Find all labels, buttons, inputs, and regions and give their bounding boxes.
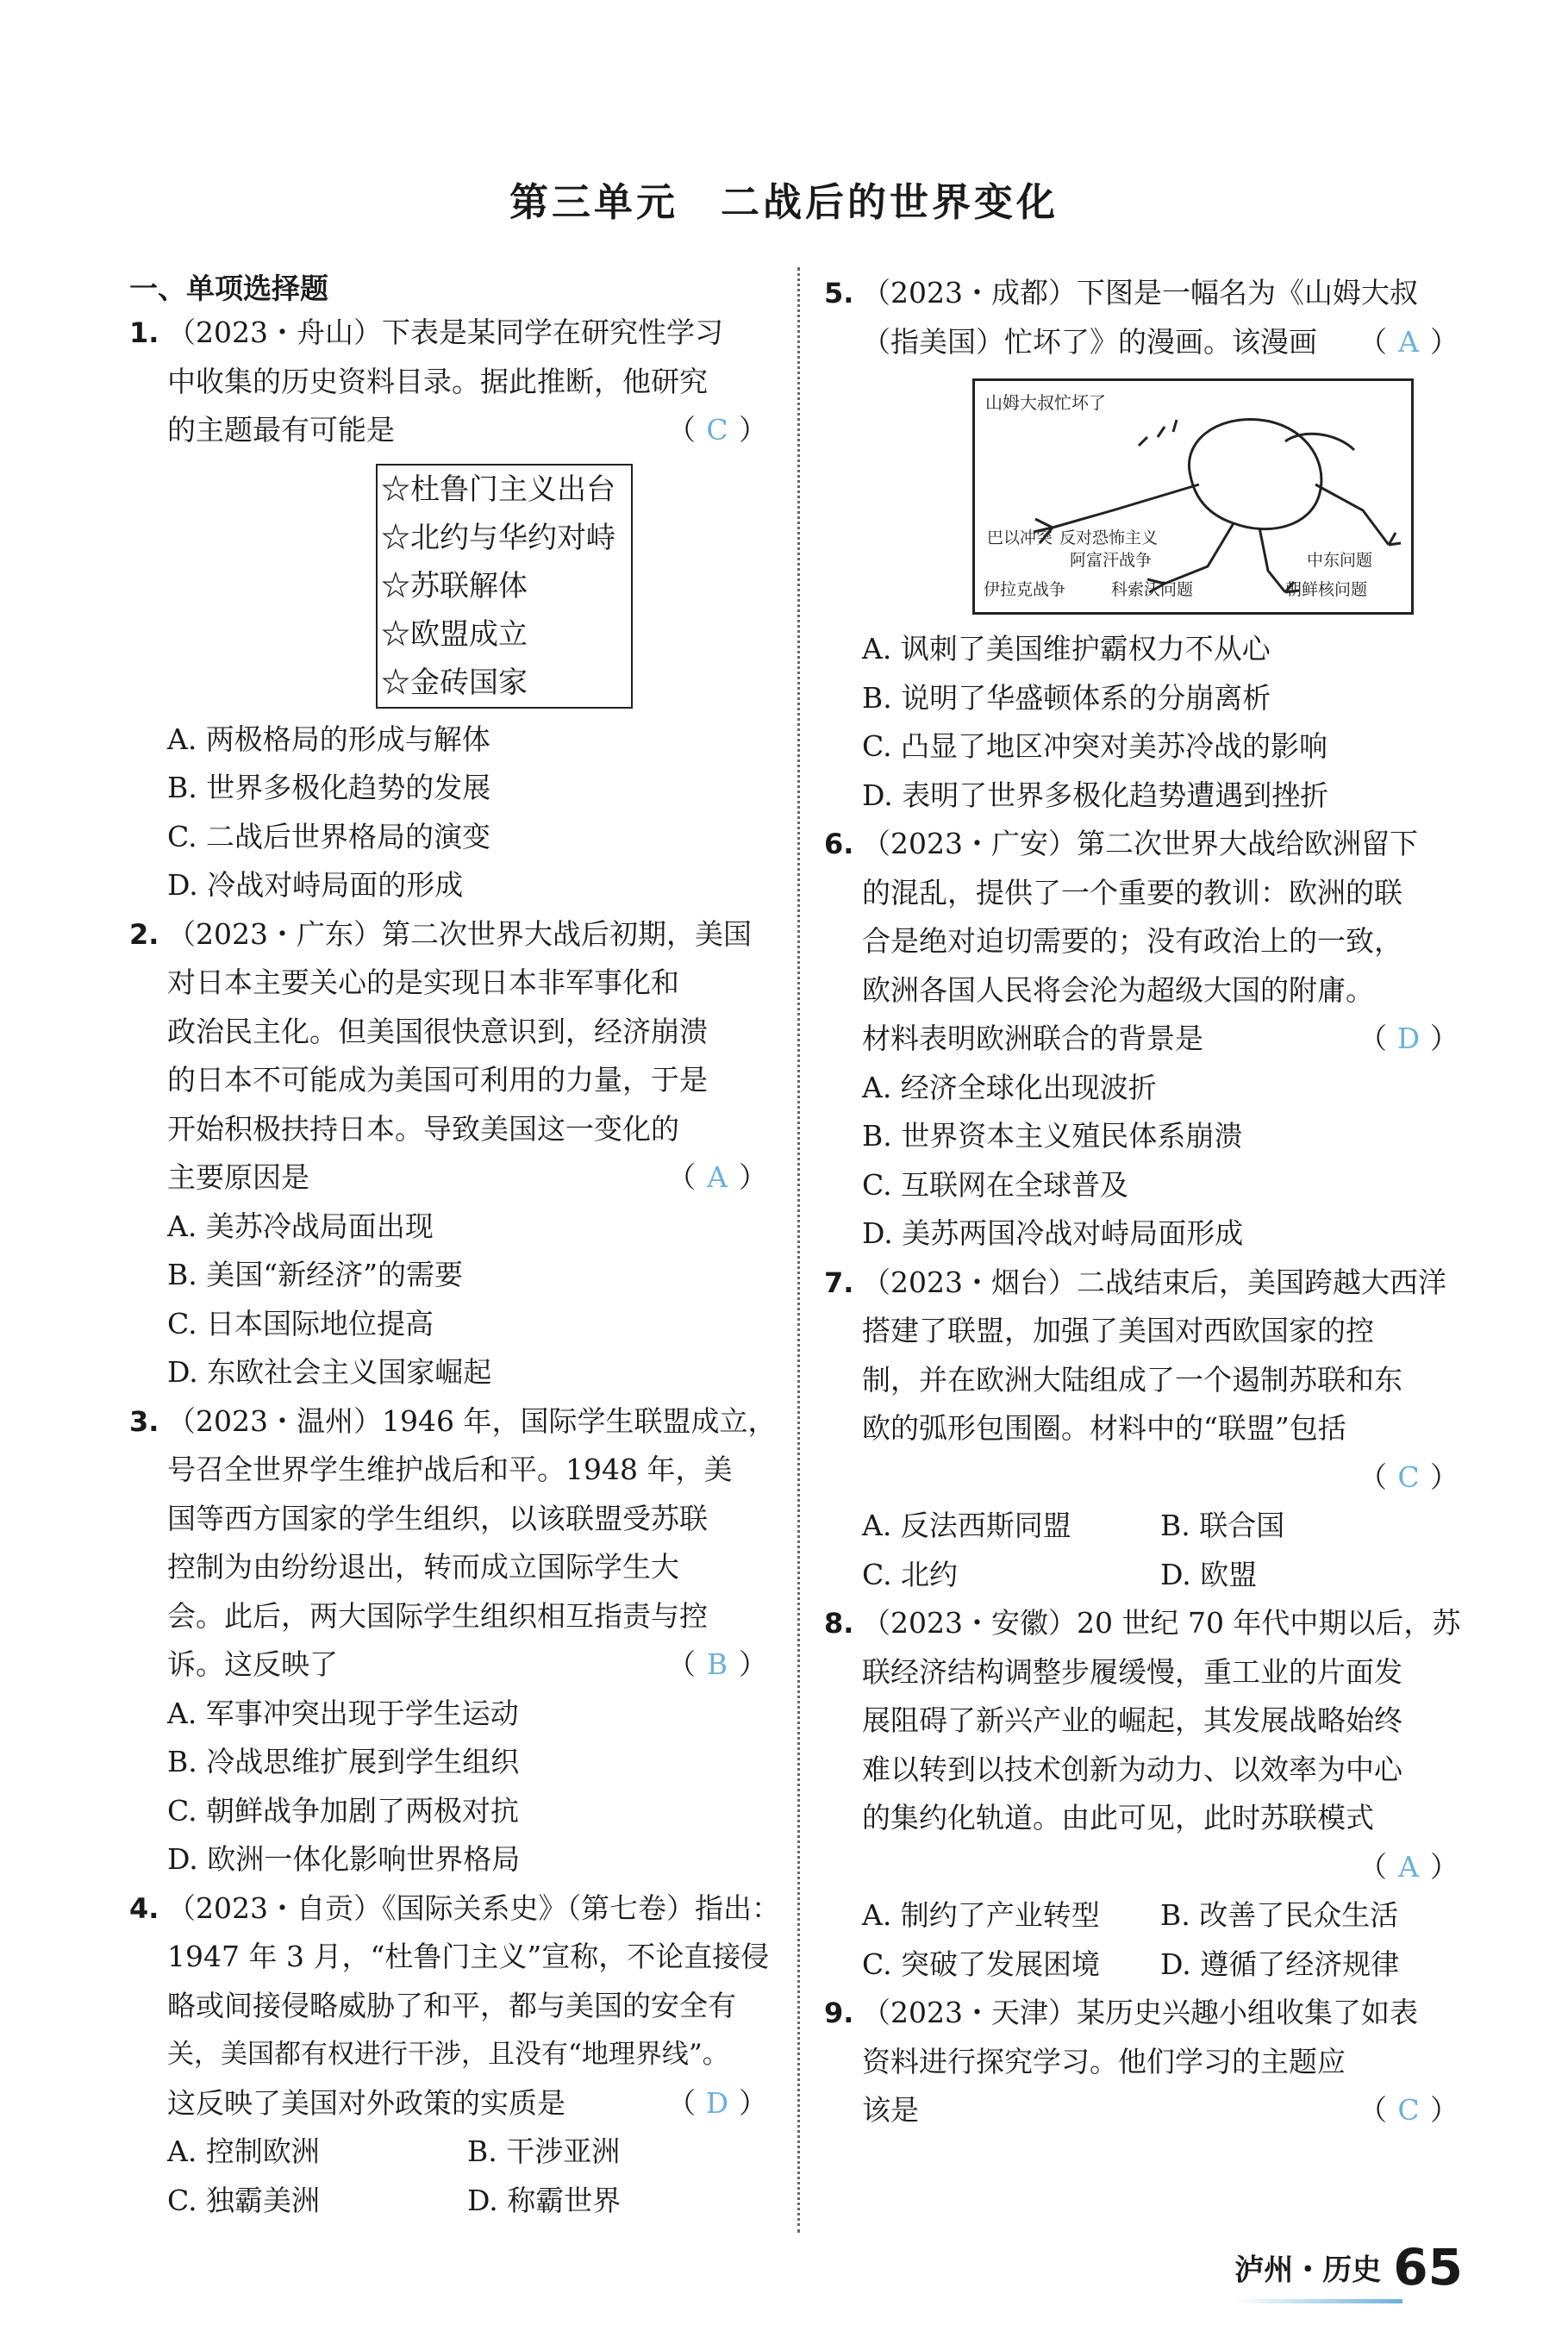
option-a: A. 控制欧洲 — [167, 2134, 320, 2168]
option-row — [862, 1551, 1459, 1600]
box-item: ☆北约与华约对峙 — [381, 520, 615, 555]
cartoon-label: 伊拉克战争 — [984, 580, 1066, 599]
question-text: 欧的弧形包围圈。材料中的“联盟”包括 — [862, 1411, 1346, 1445]
question-text: （2023・成都）下图是一幅名为《山姆大叔 — [862, 276, 1418, 309]
question-text: 对日本主要关心的是实现日本非军事化和 — [167, 966, 679, 999]
question-text: 的日本不可能成为美国可利用的力量，于是 — [167, 1063, 708, 1097]
box-item: ☆苏联解体 — [381, 568, 528, 603]
question-9 — [824, 1989, 1459, 2135]
question-text: 诉。这反映了 （ B ） — [167, 1640, 767, 1690]
question-7 — [824, 1259, 1459, 1600]
answer-bracket: （ A ） — [1359, 318, 1459, 367]
question-text: （2023・自贡）《国际关系史》（第七卷）指出： — [167, 1890, 780, 1925]
question-6 — [824, 820, 1459, 1259]
question-number: 5. — [824, 277, 854, 309]
question-8 — [824, 1599, 1459, 1989]
question-text: 的混乱，提供了一个重要的教训：欧洲的联 — [862, 875, 1402, 909]
option-b: B. 干涉亚洲 — [467, 2134, 621, 2168]
question-text: 联经济结构调整步履缓慢，重工业的片面发 — [862, 1654, 1402, 1689]
option-c: C. 独霸美洲 — [167, 2183, 321, 2217]
page-title: 第三单元 二战后的世界变化 — [509, 179, 1059, 225]
question-text: 制，并在欧洲大陆组成了一个遏制苏联和东 — [862, 1362, 1402, 1397]
question-text: 的集约化轨道。由此可见，此时苏联模式 — [862, 1801, 1374, 1834]
cartoon-label: 中东问题 — [1307, 551, 1373, 570]
question-text: 这反映了美国对外政策的实质是 （ D ） — [167, 2079, 767, 2128]
answer-bracket: （ D ） — [1359, 1015, 1459, 1064]
option-d: D. 称霸世界 — [467, 2183, 622, 2217]
answer-letter: A — [707, 1160, 728, 1194]
question-number: 8. — [824, 1607, 854, 1640]
option-b: B. 冷战思维扩展到学生组织 — [167, 1745, 520, 1778]
question-1 — [129, 309, 767, 910]
footer-accent-bar — [1234, 2299, 1402, 2303]
answer-letter: A — [1398, 324, 1419, 359]
option-a: A. 经济全球化出现波折 — [862, 1070, 1157, 1104]
question-text: 难以转到以技术创新为动力、以效率为中心 — [862, 1752, 1402, 1786]
question-text: 略或间接侵略威胁了和平，都与美国的安全有 — [167, 1988, 736, 2022]
option-b: B. 美国“新经济”的需要 — [167, 1258, 463, 1291]
question-3 — [129, 1397, 777, 1884]
option-row — [167, 2177, 767, 2226]
option-row — [862, 1940, 1459, 1990]
question-text — [862, 1843, 1459, 1892]
answer-letter: C — [706, 413, 728, 447]
answer-letter: C — [1397, 2093, 1420, 2127]
question-5 — [824, 269, 1459, 820]
answer-bracket: （ C ） — [1359, 1453, 1459, 1503]
question-number: 9. — [824, 1997, 854, 2029]
column-divider — [797, 267, 800, 2233]
question-text: 1947 年 3 月，“杜鲁门主义”宣称，不论直接侵 — [167, 1940, 770, 1973]
answer-bracket: （ A ） — [667, 1153, 767, 1203]
option-d: D. 欧洲一体化影响世界格局 — [167, 1842, 521, 1876]
footer-label: 泸州・历史 — [1234, 2253, 1382, 2288]
section-heading: 一、单项选择题 — [129, 272, 328, 305]
question-text: （2023・安徽）20 世纪 70 年代中期以后，苏 — [862, 1606, 1461, 1640]
option-a: A. 制约了产业转型 — [862, 1898, 1100, 1932]
question-2 — [129, 910, 767, 1397]
question-text: 合是绝对迫切需要的；没有政治上的一致， — [862, 924, 1402, 958]
answer-bracket: （ A ） — [1359, 1843, 1459, 1892]
question-text: 开始积极扶持日本。导致美国这一变化的 — [167, 1111, 679, 1146]
box-item: ☆杜鲁门主义出台 — [381, 472, 615, 507]
cartoon-label: 巴以冲突 — [987, 528, 1053, 547]
question-number: 7. — [824, 1265, 854, 1299]
option-row — [167, 2128, 767, 2177]
box-item: ☆金砖国家 — [381, 665, 528, 700]
question-text — [862, 1453, 1459, 1503]
question-number: 4. — [129, 1891, 159, 1925]
option-c: C. 北约 — [862, 1557, 959, 1591]
question-text: 主要原因是 （ A ） — [167, 1153, 767, 1203]
option-row — [862, 1502, 1459, 1551]
option-c: C. 互联网在全球普及 — [862, 1167, 1129, 1202]
answer-bracket: （ C ） — [1359, 2086, 1459, 2135]
option-d: D. 欧盟 — [1160, 1557, 1258, 1591]
cartoon-label: 阿富汗战争 — [1070, 551, 1153, 570]
question-text: 会。此后，两大国际学生组织相互指责与控 — [167, 1598, 708, 1633]
option-b: B. 世界多极化趋势的发展 — [167, 771, 491, 804]
option-b: B. 世界资本主义殖民体系崩溃 — [862, 1119, 1243, 1153]
option-a: A. 美苏冷战局面出现 — [167, 1209, 434, 1243]
question-number: 1. — [129, 316, 159, 349]
option-a: A. 军事冲突出现于学生运动 — [167, 1696, 519, 1730]
question-4 — [129, 1884, 780, 2226]
option-c: C. 二战后世界格局的演变 — [167, 819, 491, 853]
question-text: （2023・天津）某历史兴趣小组收集了如表 — [862, 1996, 1418, 2029]
question-text: 的主题最有可能是 （ C ） — [167, 406, 767, 455]
page-footer — [1234, 2238, 1463, 2297]
question-text: 国等西方国家的学生组织，以该联盟受苏联 — [167, 1501, 708, 1535]
left-column — [129, 269, 780, 2225]
answer-letter: A — [1398, 1849, 1419, 1884]
question-text: 资料进行探究学习。他们学习的主题应 — [862, 2044, 1346, 2078]
option-d: D. 东欧社会主义国家崛起 — [167, 1355, 492, 1389]
answer-letter: D — [1396, 1022, 1421, 1055]
option-row — [862, 1891, 1459, 1940]
page-number: 65 — [1393, 2238, 1463, 2297]
question-number: 6. — [824, 828, 854, 860]
question-text: 搭建了联盟，加强了美国对西欧国家的控 — [862, 1314, 1374, 1347]
answer-bracket: （ B ） — [667, 1640, 767, 1690]
option-c: C. 朝鲜战争加剧了两极对抗 — [167, 1793, 520, 1828]
question-text: 欧洲各国人民将会沦为超级大国的附庸。 — [862, 972, 1374, 1007]
question-number: 2. — [129, 917, 159, 951]
answer-bracket: （ C ） — [667, 406, 767, 455]
question-number: 3. — [129, 1404, 159, 1438]
question-text: （2023・广东）第二次世界大战后初期，美国 — [167, 916, 752, 951]
option-a: A. 两极格局的形成与解体 — [167, 722, 490, 756]
question-text: （指美国）忙坏了》的漫画。该漫画 （ A ） — [862, 318, 1459, 367]
question-text: （2023・烟台）二战结束后，美国跨越大西洋 — [862, 1265, 1446, 1299]
question-text: 中收集的历史资料目录。据此推断，他研究 — [167, 364, 708, 398]
question-text: 展阻碍了新兴产业的崛起，其发展战略始终 — [862, 1703, 1402, 1737]
option-b: B. 说明了华盛顿体系的分崩离析 — [862, 680, 1271, 715]
box-item: ☆欧盟成立 — [381, 616, 528, 652]
option-b: B. 改善了民众生活 — [1160, 1898, 1399, 1932]
question-text: （2023・舟山）下表是某同学在研究性学习 — [167, 316, 723, 349]
right-column — [824, 269, 1459, 2135]
cartoon-label: 反对恐怖主义 — [1059, 528, 1159, 547]
question-text: 号召全世界学生维护战后和平。1948 年，美 — [167, 1453, 733, 1486]
option-c: C. 日本国际地位提高 — [167, 1306, 434, 1340]
cartoon-drawing — [975, 381, 1411, 612]
option-a: A. 反法西斯同盟 — [862, 1509, 1071, 1542]
material-box — [376, 464, 633, 709]
question-text: 该是 （ C ） — [862, 2086, 1459, 2135]
answer-letter: B — [706, 1647, 728, 1681]
option-c: C. 突破了发展困境 — [862, 1947, 1101, 1981]
answer-bracket: （ D ） — [667, 2079, 767, 2128]
answer-letter: D — [705, 2085, 729, 2120]
cartoon-label: 科索沃问题 — [1111, 580, 1194, 599]
option-c: C. 凸显了地区冲突对美苏冷战的影响 — [862, 729, 1328, 763]
option-d: D. 遵循了经济规律 — [1160, 1947, 1400, 1981]
question-text: 材料表明欧洲联合的背景是 （ D ） — [862, 1015, 1459, 1064]
cartoon-image — [972, 378, 1414, 615]
option-d: D. 美苏两国冷战对峙局面形成 — [862, 1216, 1244, 1250]
option-a: A. 讽刺了美国维护霸权力不从心 — [862, 632, 1271, 666]
question-text: （2023・温州）1946 年，国际学生联盟成立， — [167, 1403, 777, 1438]
answer-letter: C — [1397, 1459, 1420, 1494]
cartoon-caption: 山姆大叔忙坏了 — [985, 392, 1106, 413]
option-d: D. 表明了世界多极化趋势遭遇到挫折 — [862, 778, 1329, 812]
question-text: （2023・广安）第二次世界大战给欧洲留下 — [862, 827, 1418, 860]
option-d: D. 冷战对峙局面的形成 — [167, 868, 464, 902]
question-text: 控制为由纷纷退出，转而成立国际学生大 — [167, 1550, 679, 1584]
cartoon-label: 朝鲜核问题 — [1285, 580, 1368, 599]
option-b: B. 联合国 — [1160, 1509, 1285, 1542]
question-text: 关，美国都有权进行干涉，且没有“地理界线”。 — [167, 2039, 729, 2070]
question-text: 政治民主化。但美国很快意识到，经济崩溃 — [167, 1014, 708, 1048]
